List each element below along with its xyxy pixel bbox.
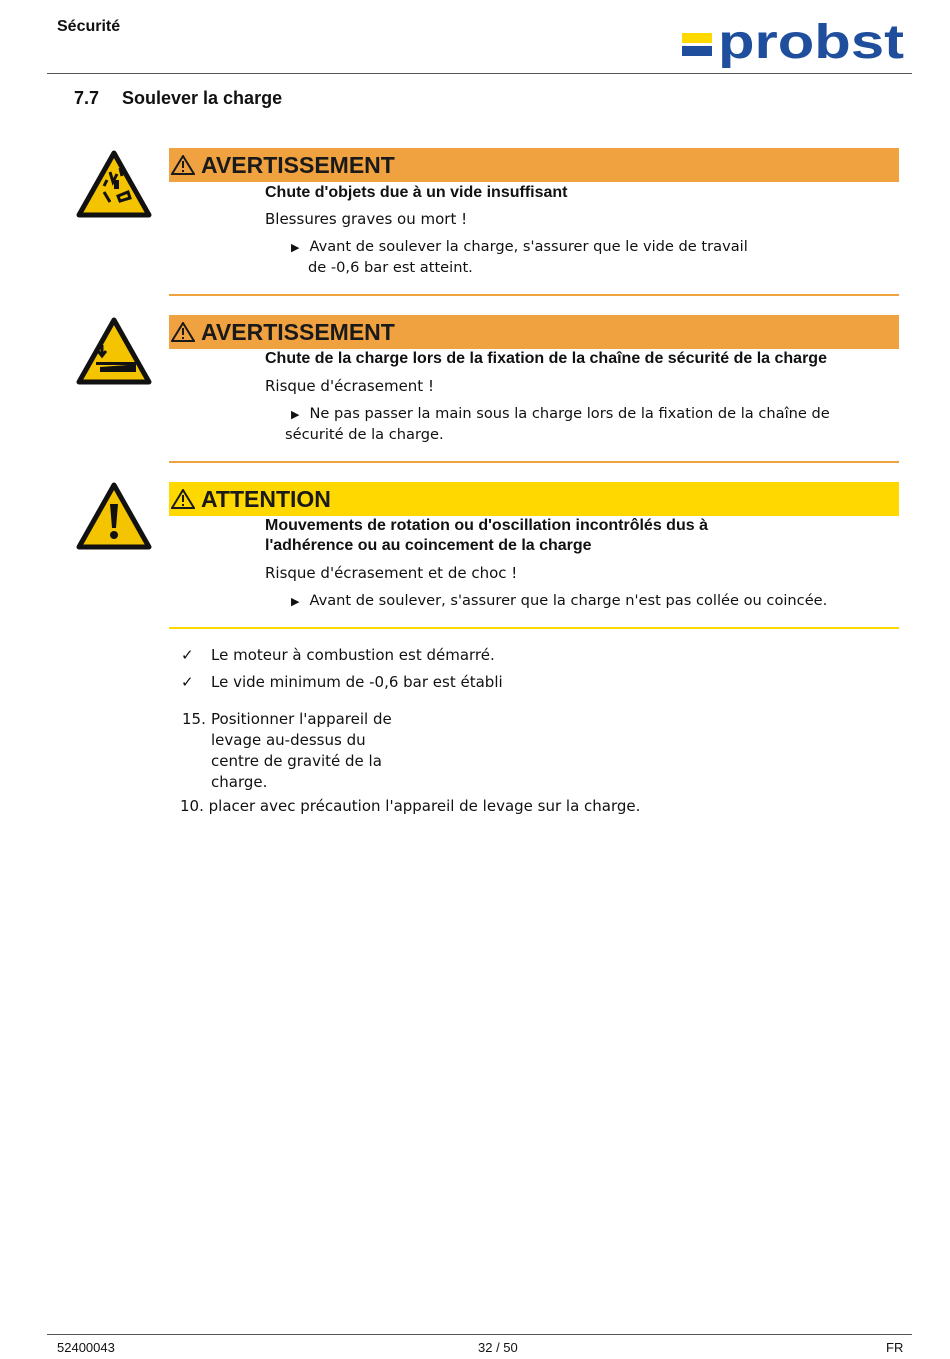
caution-separator bbox=[169, 627, 899, 629]
prerequisite-text: Le vide minimum de -0,6 bar est établi bbox=[211, 673, 503, 691]
measure-item bbox=[291, 590, 827, 612]
prerequisite-item bbox=[181, 673, 503, 691]
warning-triangle-icon bbox=[171, 322, 195, 342]
hazard-text: Chute d'objets due à un vide insuffisant bbox=[265, 184, 568, 201]
caution-banner bbox=[169, 482, 899, 516]
measure-item bbox=[291, 403, 830, 425]
measure-line-1: Avant de soulever, s'assurer que la charge n'est pas collée ou coincée. bbox=[309, 592, 828, 609]
signal-word: ATTENTION bbox=[201, 486, 331, 512]
step-line: Positionner l'appareil de bbox=[211, 710, 392, 728]
footer-language: FR bbox=[886, 1340, 904, 1355]
header-section-name: Sécurité bbox=[57, 18, 121, 35]
signal-word: AVERTISSEMENT bbox=[201, 152, 395, 178]
step-item bbox=[180, 796, 640, 817]
step-text: placer avec précaution l'appareil de levage sur la charge. bbox=[208, 797, 641, 815]
svg-text:probst: probst bbox=[718, 22, 904, 69]
warning-triangle-icon bbox=[171, 155, 195, 175]
section-heading bbox=[74, 88, 282, 109]
footer-doc-number: 52400043 bbox=[57, 1340, 115, 1355]
checkmark-icon: ✓ bbox=[181, 673, 194, 691]
arrow-right-icon: ▶ bbox=[291, 595, 300, 608]
hazard-text: Chute de la charge lors de la fixation de la chaîne de sécurité de la charge bbox=[265, 350, 827, 367]
measure-line-2: sécurité de la charge. bbox=[285, 426, 444, 443]
arrow-right-icon: ▶ bbox=[291, 241, 300, 254]
section-number: 7.7 bbox=[74, 88, 100, 108]
warning-separator-2 bbox=[169, 461, 899, 463]
warning-banner-2 bbox=[169, 315, 899, 349]
measure-line-1: Ne pas passer la main sous la charge lors de la fixation de la chaîne de bbox=[309, 405, 830, 422]
measure-item bbox=[291, 236, 748, 258]
probst-logo bbox=[682, 22, 904, 72]
signal-word: AVERTISSEMENT bbox=[201, 319, 395, 345]
exclamation-icon bbox=[76, 482, 152, 550]
footer-page-number: 32 / 50 bbox=[478, 1340, 518, 1355]
consequence-text: Blessures graves ou mort ! bbox=[265, 210, 468, 228]
warning-triangle-icon bbox=[171, 489, 195, 509]
consequence-text: Risque d'écrasement ! bbox=[265, 377, 434, 395]
section-title: Soulever la charge bbox=[122, 88, 283, 108]
step-text bbox=[211, 709, 392, 793]
step-line: levage au-dessus du bbox=[211, 731, 366, 749]
falling-objects-icon bbox=[76, 150, 152, 218]
header-rule bbox=[47, 73, 912, 74]
step-line: charge. bbox=[211, 773, 268, 791]
step-number: 15. bbox=[182, 710, 206, 728]
hand-crush-icon bbox=[76, 317, 152, 385]
step-line: centre de gravité de la bbox=[211, 752, 382, 770]
prerequisite-text: Le moteur à combustion est démarré. bbox=[211, 646, 495, 664]
consequence-text: Risque d'écrasement et de choc ! bbox=[265, 564, 518, 582]
warning-banner-1 bbox=[169, 148, 899, 182]
footer-rule bbox=[47, 1334, 912, 1335]
measure-line-1: Avant de soulever la charge, s'assurer que le vide de travail bbox=[309, 238, 748, 255]
arrow-right-icon: ▶ bbox=[291, 408, 300, 421]
warning-separator-1 bbox=[169, 294, 899, 296]
hazard-text-line-2: l'adhérence ou au coincement de la charge bbox=[265, 537, 592, 554]
checkmark-icon: ✓ bbox=[181, 646, 194, 664]
prerequisite-item bbox=[181, 646, 495, 664]
step-number: 10. bbox=[180, 797, 204, 815]
measure-line-2: de -0,6 bar est atteint. bbox=[308, 259, 473, 276]
hazard-text-line-1: Mouvements de rotation ou d'oscillation incontrôlés dus à bbox=[265, 517, 708, 534]
